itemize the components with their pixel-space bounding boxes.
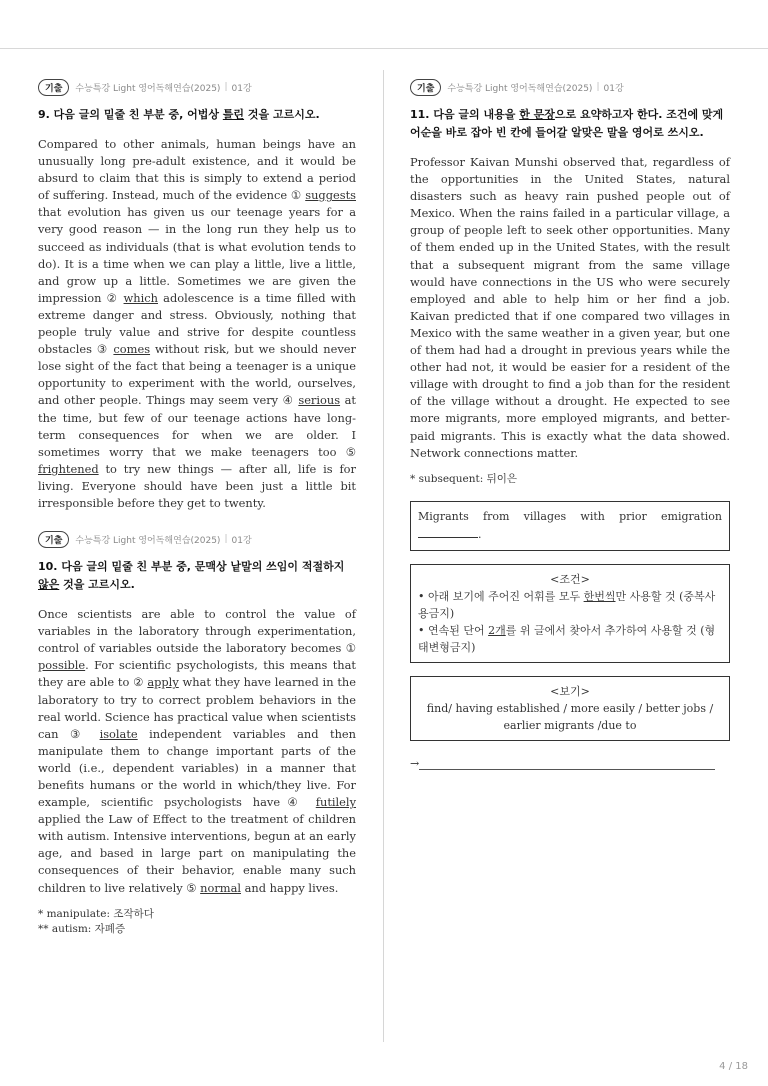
q9-passage: Compared to other animals, human beings have an unusually long pre-adult existence, and it would be absurd to claim that this is simply to extend a period of suffering. Instead, much of the evidence ① suggests that evolution has given us our teenage years for a very good reason — in the long run they help us to succeed as individuals (that is what evolution tends to do). It is a time when we can play a little, live a little, and grow up a little. Sometimes we are given the impression ② which adolescence is a time filled with extreme danger and stress. Obviously, nothing that people truly value and strive for despite countless obstacles ③ comes without risk, but we should never lose sight of the fact that being a teenager is a unique opportunity to experiment with the world, ourselves, and other people. Things may seem very ④ serious at the time, but few of our teenage actions have long-term consequences for when we are older. I sometimes worry that we make teenagers too ⑤ frightened to try new things — after all, life is for living. Everyone should have been just a little bit irresponsible before they get to twenty. bbox=[38, 137, 356, 510]
column-divider bbox=[383, 70, 384, 1042]
q9-source: 수능특강 Light 영어독해연습(2025) bbox=[75, 83, 221, 94]
summary-blank[interactable] bbox=[418, 525, 478, 538]
q11-tagline bbox=[410, 78, 730, 96]
q10-underline-1: possible bbox=[38, 658, 86, 673]
q10-source: 수능특강 Light 영어독해연습(2025) bbox=[75, 535, 221, 546]
q9-underline-5: frightened bbox=[38, 461, 99, 476]
q11-passage: Professor Kaivan Munshi observed that, regardless of the opportunities in the United States, natural disasters such as heavy rain pushed people out of Mexico. When the rains failed in a particular village, a group of people left to seek other opportunities. Many of them ended up in the United States, with the result that a subsequent migrant from the same village would have connections in the US who were securely employed and able to help him or her find a job. Kaivan predicted that if one compared two villages in Mexico with the same weather in a given year, but one of them had had a drought in previous years while the other had not, it would be easier for a resident of the village with drought to find a job than for the resident of the village without a drought. He expected to see more migrants, more employed migrants, and better-paid migrants. This is exactly what the data showed. Network connections matter. bbox=[410, 155, 730, 460]
q10-underline-5: normal bbox=[200, 880, 241, 895]
q10-footnote-2: ** autism: 자폐증 bbox=[38, 922, 126, 935]
q11-source: 수능특강 Light 영어독해연습(2025) bbox=[447, 83, 593, 94]
q11-badge: 기출 bbox=[410, 79, 441, 96]
summary-box: Migrants from villages with prior emigration . bbox=[410, 501, 730, 551]
q10-title: 10. 다음 글의 밑줄 친 부분 중, 문맥상 낱말의 쓰임이 적절하지 않은 것을 고르시오. bbox=[38, 560, 345, 592]
q9-lesson: 01강 bbox=[231, 83, 252, 94]
q9-underline-1: suggests bbox=[305, 188, 356, 203]
q11-title: 11. 다음 글의 내용을 한 문장으로 요약하고자 한다. 조건에 맞게 어순을 바로 잡아 빈 칸에 들어갈 알맞은 말을 영어로 쓰시오. bbox=[410, 108, 724, 139]
q9-underline-3: comes bbox=[113, 342, 151, 357]
q9-tagline bbox=[38, 78, 356, 96]
q10-lesson: 01강 bbox=[231, 535, 252, 546]
bogi-line-1: find/ having established / more easily / better jobs / bbox=[426, 701, 714, 715]
condition-2: • 연속된 단어 2개를 위 글에서 찾아서 추가하여 사용할 것 (형태변형금지) bbox=[418, 623, 716, 654]
answer-line bbox=[410, 757, 730, 770]
q10-underline-2: apply bbox=[147, 675, 179, 690]
q10-footnote-1: * manipulate: 조작하다 bbox=[38, 907, 154, 920]
bogi-line-2: earlier migrants /due to bbox=[503, 718, 637, 732]
q10-underline-3: isolate bbox=[99, 726, 138, 741]
header-rule bbox=[0, 48, 768, 49]
answer-blank[interactable] bbox=[419, 759, 715, 770]
bogi-title: <보기> bbox=[550, 684, 590, 698]
q11-footnote: * subsequent: 뒤이은 bbox=[410, 472, 518, 485]
q11-lesson: 01강 bbox=[603, 83, 624, 94]
conditions-box bbox=[410, 564, 730, 663]
q9-badge: 기출 bbox=[38, 79, 69, 96]
page-number: 4 / 18 bbox=[719, 1061, 748, 1072]
bogi-box bbox=[410, 676, 730, 741]
q9-underline-2: which bbox=[123, 290, 158, 305]
q9-title: 9. 다음 글의 밑줄 친 부분 중, 어법상 틀린 것을 고르시오. bbox=[38, 108, 320, 121]
summary-text: Migrants from villages with prior emigration bbox=[418, 509, 722, 523]
q10-badge: 기출 bbox=[38, 531, 69, 548]
q10-sep: | bbox=[224, 534, 228, 545]
q9-sep: | bbox=[224, 82, 228, 92]
left-column bbox=[38, 78, 356, 937]
q10-underline-4: futilely bbox=[315, 795, 356, 810]
arrow-icon: → bbox=[410, 756, 420, 770]
q10-tagline bbox=[38, 530, 356, 548]
q9-underline-4: serious bbox=[298, 393, 341, 408]
q10-passage: Once scientists are able to control the value of variables in the laboratory through experimentation, control of variables outside the laboratory becomes ① possible. For scientific psychologists, this means that they are able to ② apply what they have learned in the laboratory to try to correct problem behaviors in the real world. Science has practical value when scientists can ③ isolate independent variables and then manipulate them to change important parts of the world (i.e., dependent variables) in a manner that benefits humans or the world in which/they live. For example, scientific psychologists have④ futilely applied the Law of Effect to the treatment of children with autism. Intensive interventions, begun at an early age, and based in large part on manipulating the consequences of their behavior, enable many such children to live relatively ⑤ normal and happy lives. bbox=[38, 607, 356, 895]
conditions-title: <조건> bbox=[550, 572, 590, 586]
q11-sep: | bbox=[596, 82, 600, 92]
condition-1: • 아래 보기에 주어진 어휘를 모두 한번씩만 사용할 것 (중복사용금지) bbox=[418, 589, 716, 620]
right-column bbox=[410, 78, 730, 770]
